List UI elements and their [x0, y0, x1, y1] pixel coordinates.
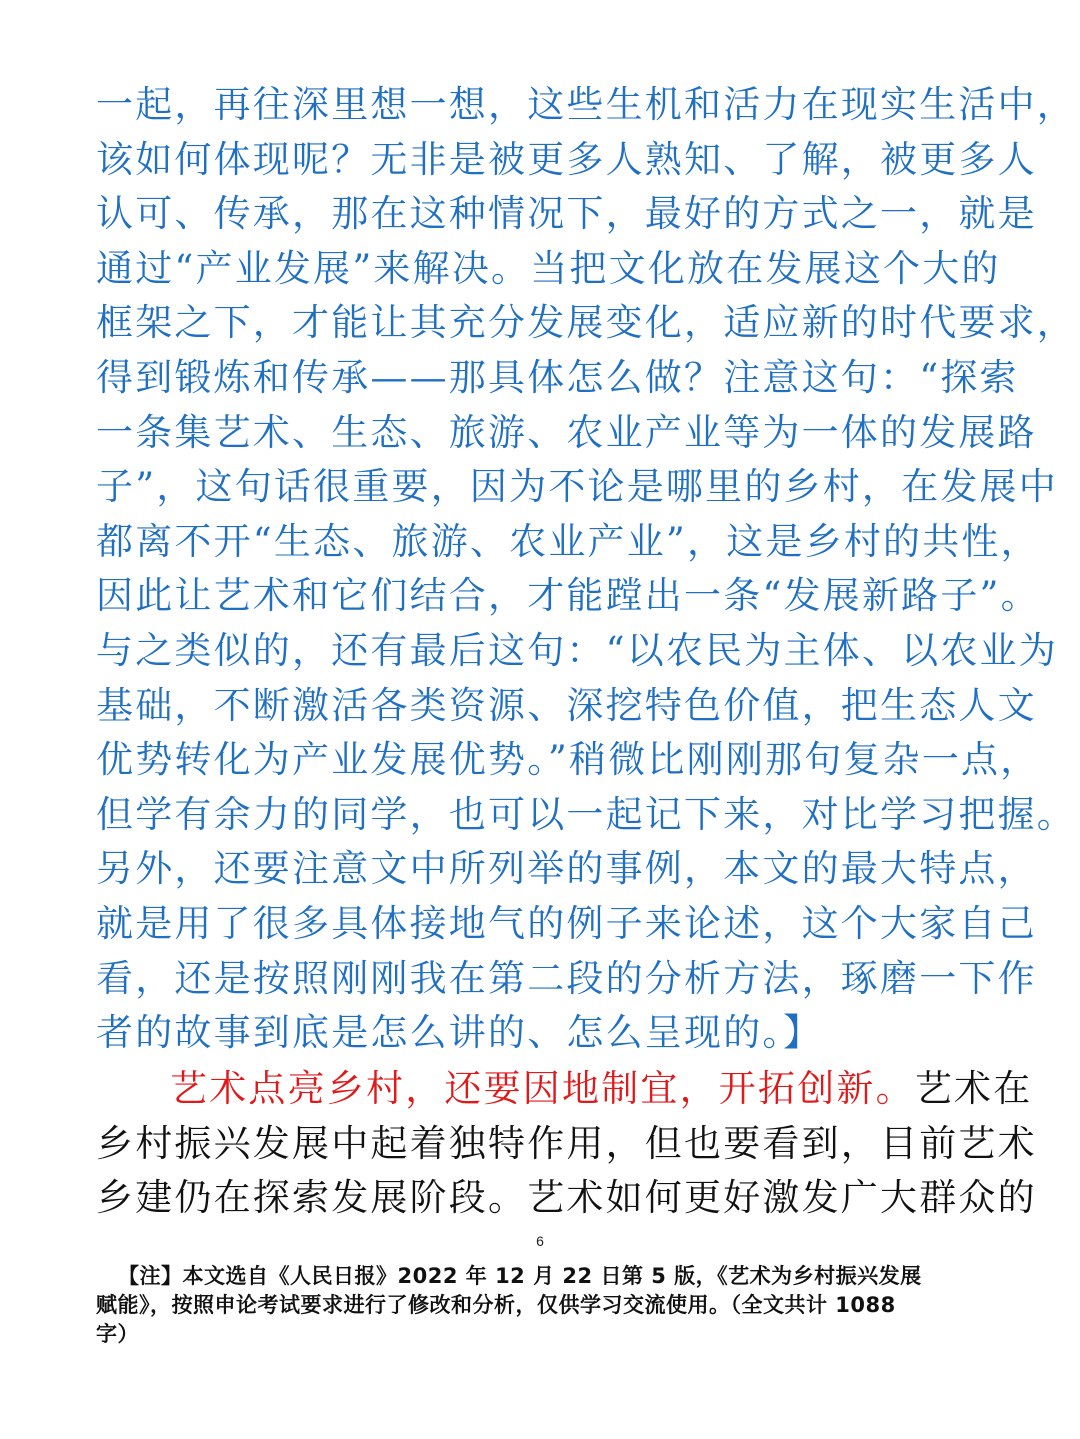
note-line: 赋能》，按照申论考试要求进行了修改和分析，仅供学习交流使用。（全文共计 1088	[96, 1293, 896, 1317]
source-note	[96, 1262, 988, 1349]
analysis-line: 子”，这句话很重要，因为不论是哪里的乡村，在发展中	[96, 465, 1058, 509]
analysis-line: 与之类似的，还有最后这句：“以农民为主体、以农业为	[96, 628, 1058, 672]
page-number: 6	[536, 1233, 544, 1249]
analysis-line: 优势转化为产业发展优势。”稍微比刚刚那句复杂一点，	[96, 738, 1040, 782]
analysis-line: 看，还是按照刚刚我在第二段的分析方法，琢磨一下作	[96, 956, 1037, 1000]
analysis-line: 得到锻炼和传承——那具体怎么做？注意这句：“探索	[96, 355, 1019, 399]
note-line: 字）	[96, 1322, 139, 1346]
analysis-line: 另外，还要注意文中所列举的事例，本文的最大特点，	[96, 847, 1037, 891]
analysis-paragraph	[96, 78, 1076, 1061]
analysis-line: 者的故事到底是怎么讲的、怎么呈现的。】	[96, 1011, 823, 1055]
analysis-line: 但学有余力的同学，也可以一起记下来，对比学习把握。	[96, 792, 1076, 836]
analysis-line: 一条集艺术、生态、旅游、农业产业等为一体的发展路	[96, 410, 1037, 454]
body-paragraph	[96, 1062, 1037, 1226]
analysis-line: 都离不开“生态、旅游、农业产业”，这是乡村的共性，	[96, 519, 1040, 563]
analysis-line: 基础，不断激活各类资源、深挖特色价值，把生态人文	[96, 683, 1037, 727]
analysis-line: 通过“产业发展”来解决。当把文化放在发展这个大的	[96, 246, 1001, 290]
note-line: 【注】本文选自《人民日报》2022 年 12 月 22 日第 5 版，《艺术为乡村振兴发展	[118, 1264, 922, 1288]
body-line: 乡建仍在探索发展阶段。艺术如何更好激发广大群众的	[96, 1176, 1037, 1220]
highlighted-lead-sentence: 艺术点亮乡村，还要因地制宜，开拓创新。	[170, 1067, 915, 1110]
analysis-line: 因此让艺术和它们结合，才能蹚出一条“发展新路子”。	[96, 574, 1040, 618]
analysis-line: 认可、传承，那在这种情况下，最好的方式之一，就是	[96, 192, 1037, 236]
body-line-continuation: 艺术在	[914, 1067, 1033, 1110]
analysis-line: 就是用了很多具体接地气的例子来论述，这个大家自己	[96, 901, 1037, 945]
analysis-line: 框架之下，才能让其充分发展变化，适应新的时代要求，	[96, 301, 1076, 345]
body-first-line	[96, 1062, 1033, 1117]
body-line: 乡村振兴发展中起着独特作用，但也要看到，目前艺术	[96, 1121, 1037, 1165]
analysis-line: 该如何体现呢？无非是被更多人熟知、了解，被更多人	[96, 137, 1037, 181]
analysis-line: 一起，再往深里想一想，这些生机和活力在现实生活中，	[96, 83, 1076, 126]
